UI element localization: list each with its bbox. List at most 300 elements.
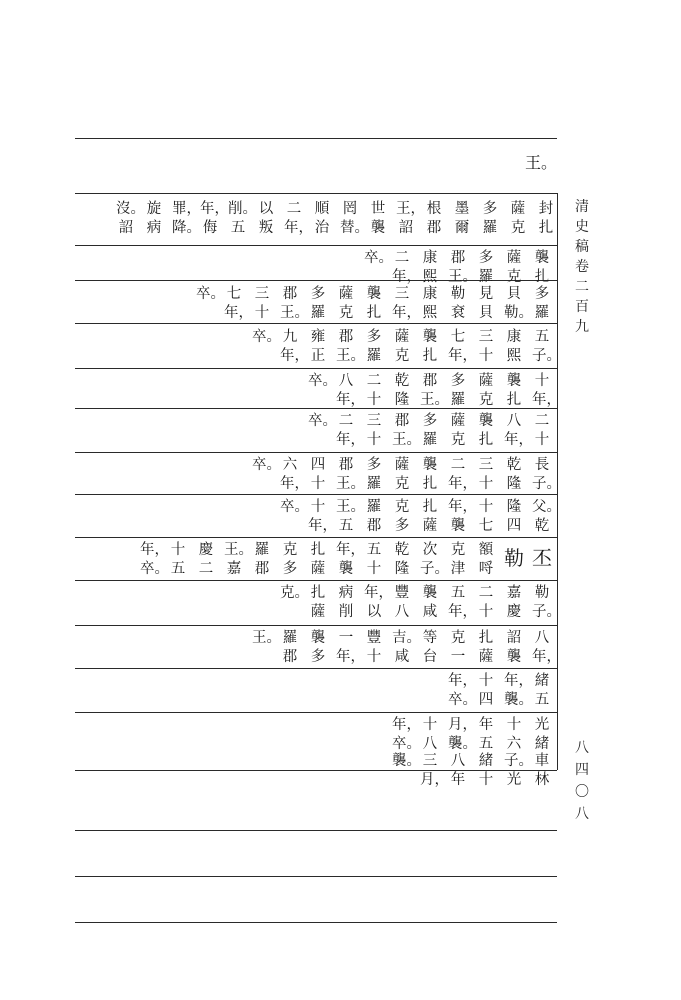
table-cell [476, 629, 496, 667]
cell-line: 林 [534, 772, 550, 788]
table-cell [504, 328, 524, 366]
table-cell [504, 372, 524, 410]
table-cell [364, 629, 384, 667]
table-cell [252, 328, 281, 347]
table-cell [532, 672, 552, 710]
cell-line: 順 [314, 201, 330, 217]
cell-line: 年， [336, 392, 365, 408]
table-cell [168, 541, 188, 579]
cell-line: 襲 [506, 649, 522, 665]
cell-line: 克。 [280, 585, 309, 601]
cell-line: 五 [338, 518, 354, 534]
cell-line: 十 [254, 305, 270, 321]
cell-line: 嘉 [226, 561, 242, 577]
table-cell [420, 372, 449, 410]
table-cell [336, 372, 365, 410]
table-cell [280, 285, 309, 323]
table-cell [504, 285, 533, 323]
cell-line: 薩 [338, 286, 354, 302]
cell-line: 年， [336, 542, 365, 558]
cell-line: 郡 [282, 286, 298, 302]
table-cell [448, 412, 468, 450]
cell-line: 襲 [450, 518, 466, 534]
table-cell [280, 456, 309, 494]
cell-line: 年 [450, 772, 466, 788]
table-cell [476, 372, 496, 410]
cell-line: 詔 [118, 220, 134, 236]
table-cell [504, 584, 524, 622]
table-cell [448, 285, 468, 323]
cell-line: 次 [422, 542, 438, 558]
cell-line: 治 [314, 220, 330, 236]
table-cell [448, 629, 468, 667]
cell-line: 侮 [202, 220, 218, 236]
table-cell [336, 584, 356, 622]
cell-line: 年， [280, 348, 309, 364]
cell-line: 王， [396, 201, 425, 217]
cell-line: 貝 [506, 286, 522, 302]
table-cell [336, 498, 365, 536]
carryover-text: 王。 [525, 153, 558, 172]
table-cell [308, 412, 337, 431]
cell-line: 貝 [478, 305, 494, 321]
cell-line: 八 [422, 736, 438, 752]
cell-line: 扎 [422, 476, 438, 492]
page-number [572, 737, 592, 825]
table-cell [504, 672, 533, 710]
table-cell [508, 200, 528, 238]
cell-line: 多 [310, 649, 326, 665]
cell-line: 卒。 [308, 413, 337, 429]
cell-line: 羅 [534, 305, 550, 321]
cell-line: 咸 [422, 604, 438, 620]
cell-line: 薩 [506, 250, 522, 266]
book-title [572, 197, 592, 337]
cell-line: 郡 [282, 649, 298, 665]
horizontal-rule [75, 323, 557, 324]
table-cell [196, 285, 225, 304]
table-cell [476, 285, 496, 323]
cell-line: 二 [338, 413, 354, 429]
cell-line: 三 [254, 286, 270, 302]
cell-line: 卒。 [140, 561, 169, 577]
table-cell [340, 200, 369, 238]
cell-line: 八 [338, 373, 354, 389]
cell-line: 襲。 [392, 753, 421, 769]
cell-line: 克 [394, 476, 410, 492]
table-cell [392, 716, 421, 754]
cell-line: 二 [478, 585, 494, 601]
table-cell [392, 541, 412, 579]
cell-line: 袞 [450, 305, 466, 321]
cell-line: 二 [534, 413, 550, 429]
cell-line: 四 [506, 518, 522, 534]
cell-line: 王。 [420, 392, 449, 408]
char: 稿 [575, 239, 589, 255]
table-cell [448, 328, 477, 366]
table-cell [364, 584, 393, 622]
table-cell [420, 249, 440, 287]
table-cell [532, 328, 561, 366]
cell-line: 十 [310, 499, 326, 515]
table-cell [364, 456, 384, 494]
cell-line: 年， [448, 604, 477, 620]
cell-line: 年， [280, 476, 309, 492]
cell-line: 沒。 [116, 201, 145, 217]
cell-line: 薩 [310, 561, 326, 577]
table-cell [532, 285, 552, 323]
cell-line: 八 [450, 753, 466, 769]
char: 八 [575, 806, 589, 822]
cell-line: 哷 [478, 561, 494, 577]
horizontal-rule [75, 580, 557, 581]
cell-line: 年， [448, 673, 477, 689]
cell-line: 郡 [338, 457, 354, 473]
table-cell [172, 200, 201, 238]
table-cell [532, 412, 552, 450]
cell-line: 襲 [478, 413, 494, 429]
table-cell [448, 584, 477, 622]
cell-line: 十 [478, 772, 494, 788]
char: 四 [575, 762, 589, 778]
table-cell [532, 545, 552, 571]
cell-line: 羅 [366, 499, 382, 515]
cell-line: 康 [422, 286, 438, 302]
cell-line: 乾 [506, 457, 522, 473]
cell-line: 二 [286, 201, 302, 217]
cell-line: 降。 [172, 220, 201, 236]
table-cell [252, 456, 281, 475]
table-cell [420, 456, 440, 494]
table-cell [476, 412, 496, 450]
horizontal-rule [75, 712, 557, 713]
cell-line: 等 [422, 630, 438, 646]
table-cell [364, 498, 384, 536]
cell-line: 王。 [392, 432, 421, 448]
table-cell [280, 498, 309, 517]
cell-line: 光 [534, 717, 550, 733]
table-cell [392, 328, 412, 366]
cell-line: 嘉 [506, 585, 522, 601]
cell-line: 十 [478, 476, 494, 492]
cell-line: 十 [366, 561, 382, 577]
cell-line: 十 [422, 717, 438, 733]
cell-line: 郡 [426, 220, 442, 236]
table-cell [480, 200, 500, 238]
cell-line: 病 [146, 220, 162, 236]
cell-line: 三 [422, 753, 438, 769]
cell-line: 年 [478, 717, 494, 733]
cell-line: 隆 [394, 392, 410, 408]
cell-line: 薩 [510, 201, 526, 217]
cell-line: 津 [450, 561, 466, 577]
table-cell [336, 285, 356, 323]
table-cell [308, 328, 328, 366]
cell-line: 扎 [534, 269, 550, 285]
table-cell [308, 629, 328, 667]
table-cell [336, 456, 365, 494]
cell-line: 薩 [478, 373, 494, 389]
cell-line: 緒 [478, 753, 494, 769]
cell-line: 詔 [398, 220, 414, 236]
table-cell [116, 200, 145, 238]
cell-line: 襲 [534, 250, 550, 266]
char: 清 [575, 199, 589, 215]
table-cell [252, 541, 272, 579]
cell-line: 王。 [336, 499, 365, 515]
horizontal-rule [75, 537, 557, 538]
cell-line: 多 [282, 561, 298, 577]
cell-line: 年， [448, 476, 477, 492]
cell-line: 十 [310, 476, 326, 492]
cell-line: 緒 [534, 736, 550, 752]
cell-line: 十 [478, 673, 494, 689]
table-cell [312, 200, 332, 238]
cell-line: 長 [534, 457, 550, 473]
cell-line: 十 [366, 649, 382, 665]
cell-line: 年， [504, 673, 533, 689]
table-cell [364, 541, 384, 579]
table-cell [308, 372, 337, 391]
table-cell [420, 412, 440, 450]
table-cell [364, 249, 393, 268]
cell-line: 子。 [504, 753, 533, 769]
cell-line: 王。 [252, 630, 281, 646]
cell-line: 克 [510, 220, 526, 236]
cell-line: 卒。 [308, 373, 337, 389]
cell-line: 替。 [340, 220, 369, 236]
table-cell [536, 200, 556, 238]
cell-line: 車 [534, 753, 550, 769]
horizontal-rule [75, 494, 557, 495]
horizontal-rule [75, 452, 557, 453]
cell-line: 羅 [310, 305, 326, 321]
table-cell [364, 285, 384, 323]
table-cell [504, 249, 524, 287]
horizontal-rule [75, 625, 557, 626]
cell-line: 削 [338, 604, 354, 620]
table-cell [448, 752, 468, 790]
cell-line: 勒。 [504, 305, 533, 321]
cell-line: 扎 [478, 432, 494, 448]
cell-line: 豐 [366, 630, 382, 646]
table-cell [224, 285, 253, 323]
cell-line: 五 [366, 542, 382, 558]
table-cell [252, 629, 281, 648]
table-cell [420, 541, 449, 579]
cell-line: 襲。 [448, 736, 477, 752]
table-cell [280, 629, 300, 667]
cell-line: 襲。 [504, 692, 533, 708]
table-cell [424, 200, 444, 238]
cell-line: 十 [478, 348, 494, 364]
cell-line: 熙 [506, 348, 522, 364]
cell-line: 以 [366, 604, 382, 620]
cell-line: 三 [478, 457, 494, 473]
table-cell [420, 752, 449, 790]
cell-line: 年， [448, 499, 477, 515]
cell-line: 卒。 [448, 692, 477, 708]
cell-line: 卒。 [252, 457, 281, 473]
table-cell [532, 584, 561, 622]
cell-line: 五 [534, 692, 550, 708]
table-cell [476, 328, 496, 366]
cell-line: 乾 [394, 542, 410, 558]
cell-line: 襲 [506, 373, 522, 389]
table-cell [448, 672, 477, 710]
cell-line: 羅 [450, 392, 466, 408]
table-cell [448, 372, 468, 410]
horizontal-rule [75, 876, 557, 877]
cell-line: 年， [392, 269, 421, 285]
table-cell [532, 629, 561, 667]
cell-line: 子。 [420, 561, 449, 577]
horizontal-rule [75, 138, 557, 139]
cell-line: 吉。 [392, 630, 421, 646]
table-cell [476, 249, 496, 287]
cell-line: 叛 [258, 220, 274, 236]
cell-line: 緒 [534, 673, 550, 689]
cell-line: 七 [478, 518, 494, 534]
cell-line: 子。 [532, 476, 561, 492]
table-cell [196, 541, 216, 579]
cell-line: 克 [478, 392, 494, 408]
table-cell [476, 584, 496, 622]
cell-line: 七 [450, 329, 466, 345]
table-cell [364, 328, 384, 366]
cell-line: 克 [450, 630, 466, 646]
table-cell [504, 752, 533, 790]
cell-line: 克 [282, 542, 298, 558]
cell-line: 雍 [310, 329, 326, 345]
cell-line: 年， [448, 348, 477, 364]
cell-line: 薩 [394, 457, 410, 473]
table-cell [308, 456, 328, 494]
cell-line: 三 [394, 286, 410, 302]
table-cell [280, 328, 309, 366]
table-cell [144, 200, 164, 238]
cell-line: 墨 [454, 201, 470, 217]
table-cell [392, 285, 421, 323]
table-cell [448, 456, 477, 494]
cell-line: 五 [170, 561, 186, 577]
table-cell [392, 584, 412, 622]
table-cell [308, 285, 328, 323]
cell-line: 罔 [342, 201, 358, 217]
cell-line: 克 [450, 432, 466, 448]
cell-line: 十 [366, 392, 382, 408]
cell-line: 熙 [422, 269, 438, 285]
table-cell [476, 716, 496, 754]
cell-line: 扎 [310, 585, 326, 601]
table-cell [452, 200, 472, 238]
cell-line: 二 [394, 250, 410, 266]
cell-line: 多 [366, 329, 382, 345]
cell-line: 乾 [534, 518, 550, 534]
cell-line: 多 [310, 286, 326, 302]
table-cell [448, 498, 477, 536]
cell-line: 克 [450, 542, 466, 558]
char: 八 [575, 740, 589, 756]
cell-line: 四 [478, 692, 494, 708]
cell-line: 王。 [224, 542, 253, 558]
table-cell [532, 456, 561, 494]
cell-line: 勒 [450, 286, 466, 302]
table-cell [448, 541, 468, 579]
table-cell [364, 372, 384, 410]
cell-line: 七 [226, 286, 242, 302]
cell-line: 十 [170, 542, 186, 558]
cell-line: 年， [504, 432, 533, 448]
cell-line: 羅 [478, 269, 494, 285]
table-cell [336, 328, 365, 366]
cell-line: 卒。 [196, 286, 225, 302]
cell-line: 年， [308, 518, 337, 534]
table-cell [448, 249, 477, 287]
cell-line: 扎 [366, 305, 382, 321]
table-cell [252, 285, 272, 323]
table-cell [336, 412, 365, 450]
cell-line: 二 [450, 457, 466, 473]
cell-line: 多 [478, 250, 494, 266]
table-cell [504, 545, 524, 571]
char: 九 [575, 319, 589, 335]
cell-line: 郡 [366, 518, 382, 534]
table-cell [336, 541, 365, 579]
cell-line: 一 [338, 630, 354, 646]
cell-line: 克 [506, 269, 522, 285]
horizontal-rule [75, 245, 557, 246]
cell-line: 年， [200, 201, 229, 217]
cell-line: 襲 [370, 220, 386, 236]
cell-line: 薩 [478, 649, 494, 665]
cell-line: 五 [534, 329, 550, 345]
cell-line: 康 [422, 250, 438, 266]
cell-line: 年， [336, 432, 365, 448]
cell-line: 年， [140, 542, 169, 558]
cell-line: 年， [224, 305, 253, 321]
table-cell [532, 716, 552, 754]
table-cell [420, 584, 440, 622]
cell-line: 台 [422, 649, 438, 665]
cell-line: 子。 [532, 348, 561, 364]
cell-line: 克 [338, 305, 354, 321]
cell-line: 羅 [282, 630, 298, 646]
table-cell [280, 541, 300, 579]
cell-line: 四 [310, 457, 326, 473]
table-cell [476, 498, 496, 536]
cell-line: 薩 [450, 413, 466, 429]
cell-line: 郡 [422, 373, 438, 389]
cell-line: 十 [366, 432, 382, 448]
cell-line: 隆 [506, 499, 522, 515]
cell-line: 見 [478, 286, 494, 302]
table-cell [448, 716, 477, 754]
cell-line: 郡 [338, 329, 354, 345]
cell-line: 卒。 [280, 499, 309, 515]
table-cell [420, 716, 440, 754]
cell-line: 扎 [422, 348, 438, 364]
cell-line: 封 [538, 201, 554, 217]
table-cell [476, 541, 496, 579]
cell-line: 卒。 [252, 329, 281, 345]
cell-line: 十 [478, 604, 494, 620]
cell-line: 八 [534, 630, 550, 646]
cell-line: 二 [198, 561, 214, 577]
cell-line: 薩 [394, 329, 410, 345]
horizontal-rule [75, 830, 557, 831]
cell-line: 豐 [394, 585, 410, 601]
